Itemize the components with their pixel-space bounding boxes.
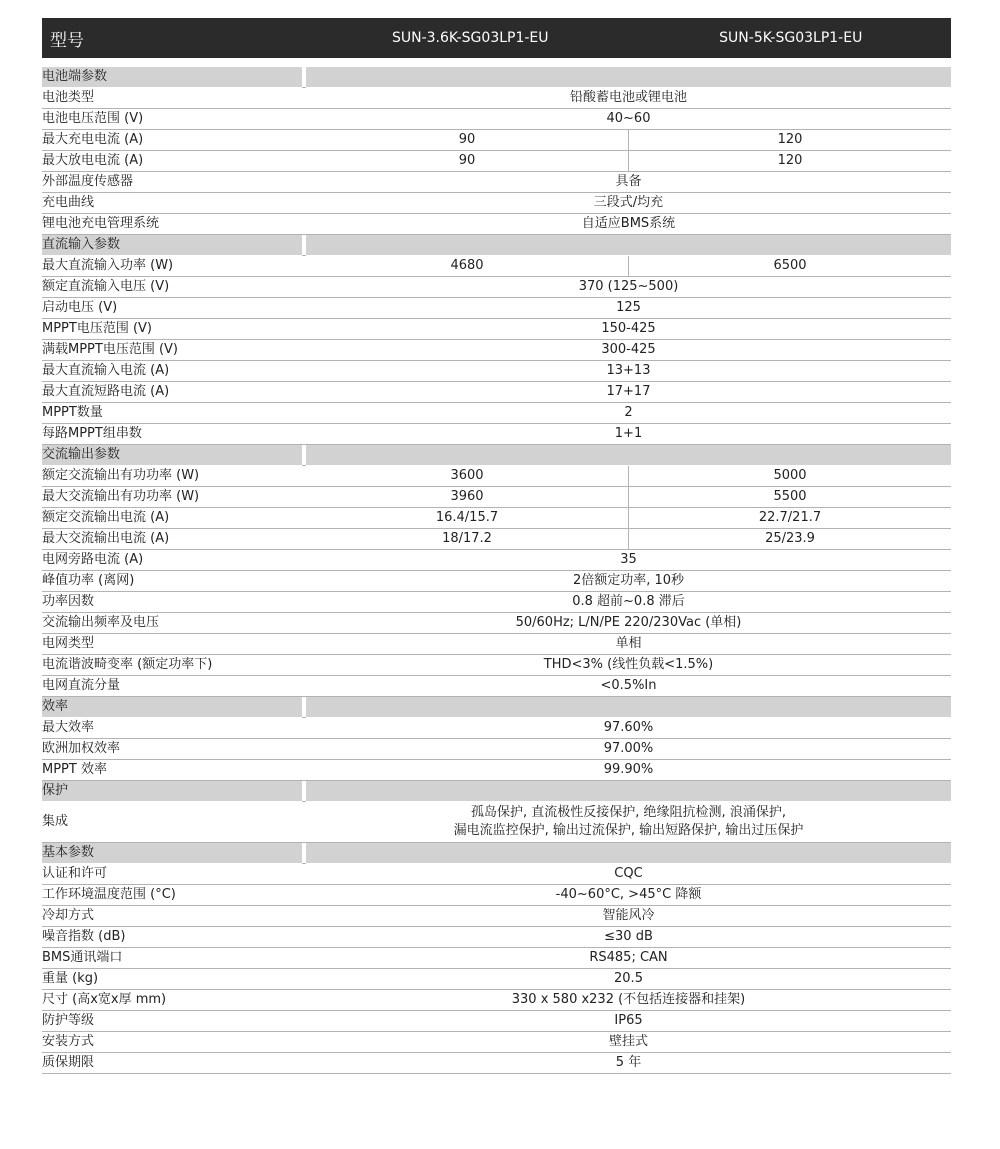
table-header xyxy=(42,18,951,58)
table-row xyxy=(42,1053,951,1074)
header-model-2: SUN-5K-SG03LP1-EU xyxy=(719,30,863,46)
row-value: 99.90% xyxy=(306,760,951,781)
row-label: 认证和许可 xyxy=(42,864,302,885)
section-title: 基本参数 xyxy=(42,843,302,864)
row-value: 330 x 580 x232 (不包括连接器和挂架) xyxy=(306,990,951,1011)
row-value: 150-425 xyxy=(306,319,951,340)
row-value: 2 xyxy=(306,403,951,424)
row-label: 交流输出频率及电压 xyxy=(42,613,302,634)
table-row xyxy=(42,193,951,214)
section-header-row xyxy=(42,235,951,256)
table-row xyxy=(42,990,951,1011)
row-label: 充电曲线 xyxy=(42,193,302,214)
row-value: 125 xyxy=(306,298,951,319)
row-label: 电网直流分量 xyxy=(42,676,302,697)
section-title: 直流输入参数 xyxy=(42,235,302,256)
table-row xyxy=(42,613,951,634)
row-value-model-2: 5000 xyxy=(629,466,952,487)
row-value: 50/60Hz; L/N/PE 220/230Vac (单相) xyxy=(306,613,951,634)
section-bar xyxy=(306,781,951,802)
table-row xyxy=(42,550,951,571)
table-row xyxy=(42,109,951,130)
table-row xyxy=(42,718,951,739)
table-row xyxy=(42,655,951,676)
section-title: 电池端参数 xyxy=(42,67,302,88)
table-row xyxy=(42,802,951,843)
row-label: 最大交流输出有功功率 (W) xyxy=(42,487,302,508)
header-model-1: SUN-3.6K-SG03LP1-EU xyxy=(391,30,549,46)
row-value: -40~60°C, >45°C 降额 xyxy=(306,885,951,906)
header-label: 型号 xyxy=(50,30,84,51)
row-value-model-2: 6500 xyxy=(629,256,952,277)
table-row xyxy=(42,529,951,550)
row-label: 最大交流输出电流 (A) xyxy=(42,529,302,550)
table-row xyxy=(42,151,951,172)
row-value: 20.5 xyxy=(306,969,951,990)
row-value: IP65 xyxy=(306,1011,951,1032)
row-value-model-1: 90 xyxy=(306,130,629,151)
section-bar xyxy=(306,843,951,864)
row-value: 35 xyxy=(306,550,951,571)
row-value: 370 (125~500) xyxy=(306,277,951,298)
row-value: 97.00% xyxy=(306,739,951,760)
row-label: 最大直流输入功率 (W) xyxy=(42,256,302,277)
section-header-row xyxy=(42,843,951,864)
table-row xyxy=(42,298,951,319)
table-row xyxy=(42,277,951,298)
row-value-model-1: 3600 xyxy=(306,466,629,487)
table-row xyxy=(42,424,951,445)
spec-sheet xyxy=(42,18,951,1074)
table-row xyxy=(42,466,951,487)
row-value-model-2: 120 xyxy=(629,130,952,151)
spec-table xyxy=(42,67,951,1074)
table-row xyxy=(42,382,951,403)
table-row xyxy=(42,1032,951,1053)
row-value-model-1: 90 xyxy=(306,151,629,172)
row-value: 17+17 xyxy=(306,382,951,403)
table-row xyxy=(42,739,951,760)
row-label: 最大充电电流 (A) xyxy=(42,130,302,151)
table-row xyxy=(42,508,951,529)
row-value-model-1: 16.4/15.7 xyxy=(306,508,629,529)
row-label: MPPT数量 xyxy=(42,403,302,424)
row-value: 300-425 xyxy=(306,340,951,361)
section-title: 保护 xyxy=(42,781,302,802)
header-spacer xyxy=(42,58,951,67)
table-row xyxy=(42,130,951,151)
row-value: 自适应BMS系统 xyxy=(306,214,951,235)
section-header-row xyxy=(42,697,951,718)
spec-table-body xyxy=(42,67,951,1074)
row-label: MPPT 效率 xyxy=(42,760,302,781)
section-bar xyxy=(306,235,951,256)
row-label: 最大直流短路电流 (A) xyxy=(42,382,302,403)
row-label: 启动电压 (V) xyxy=(42,298,302,319)
row-value: 单相 xyxy=(306,634,951,655)
row-value-model-2: 5500 xyxy=(629,487,952,508)
row-label: 防护等级 xyxy=(42,1011,302,1032)
section-bar xyxy=(306,697,951,718)
table-row xyxy=(42,1011,951,1032)
row-label: 额定直流输入电压 (V) xyxy=(42,277,302,298)
row-label: 噪音指数 (dB) xyxy=(42,927,302,948)
section-header-row xyxy=(42,781,951,802)
row-value: 铅酸蓄电池或锂电池 xyxy=(306,88,951,109)
table-row xyxy=(42,592,951,613)
row-value: 40~60 xyxy=(306,109,951,130)
table-row xyxy=(42,88,951,109)
row-value-model-2: 25/23.9 xyxy=(629,529,952,550)
row-value-model-1: 4680 xyxy=(306,256,629,277)
row-value-model-2: 22.7/21.7 xyxy=(629,508,952,529)
row-value: RS485; CAN xyxy=(306,948,951,969)
row-label: 工作环境温度范围 (°C) xyxy=(42,885,302,906)
row-value: 1+1 xyxy=(306,424,951,445)
row-label: 功率因数 xyxy=(42,592,302,613)
row-value: 97.60% xyxy=(306,718,951,739)
row-value: 5 年 xyxy=(306,1053,951,1074)
table-row xyxy=(42,634,951,655)
row-value: 13+13 xyxy=(306,361,951,382)
row-label: BMS通讯端口 xyxy=(42,948,302,969)
row-label: 最大直流输入电流 (A) xyxy=(42,361,302,382)
section-title: 效率 xyxy=(42,697,302,718)
row-value-model-1: 3960 xyxy=(306,487,629,508)
row-value: 智能风冷 xyxy=(306,906,951,927)
table-row xyxy=(42,948,951,969)
row-value: 2倍额定功率, 10秒 xyxy=(306,571,951,592)
row-label: 冷却方式 xyxy=(42,906,302,927)
row-label: 集成 xyxy=(42,802,302,843)
table-row xyxy=(42,927,951,948)
table-row xyxy=(42,969,951,990)
table-row xyxy=(42,885,951,906)
row-label: 满载MPPT电压范围 (V) xyxy=(42,340,302,361)
table-row xyxy=(42,760,951,781)
row-value: <0.5%In xyxy=(306,676,951,697)
section-header-row xyxy=(42,445,951,466)
section-header-row xyxy=(42,67,951,88)
section-title: 交流输出参数 xyxy=(42,445,302,466)
row-label: 最大效率 xyxy=(42,718,302,739)
row-label: 欧洲加权效率 xyxy=(42,739,302,760)
row-label: 锂电池充电管理系统 xyxy=(42,214,302,235)
table-row xyxy=(42,906,951,927)
table-row xyxy=(42,340,951,361)
table-row xyxy=(42,172,951,193)
table-row xyxy=(42,361,951,382)
table-row xyxy=(42,676,951,697)
row-label: 额定交流输出电流 (A) xyxy=(42,508,302,529)
row-label: MPPT电压范围 (V) xyxy=(42,319,302,340)
row-label: 最大放电电流 (A) xyxy=(42,151,302,172)
value-line: 漏电流监控保护, 输出过流保护, 输出短路保护, 输出过压保护 xyxy=(453,823,804,838)
row-value: THD<3% (线性负载<1.5%) xyxy=(306,655,951,676)
section-bar xyxy=(306,445,951,466)
table-row xyxy=(42,571,951,592)
row-value: CQC xyxy=(306,864,951,885)
row-label: 电网旁路电流 (A) xyxy=(42,550,302,571)
row-label: 尺寸 (高x宽x厚 mm) xyxy=(42,990,302,1011)
row-value-model-1: 18/17.2 xyxy=(306,529,629,550)
row-label: 电池类型 xyxy=(42,88,302,109)
row-value: 具备 xyxy=(306,172,951,193)
table-row xyxy=(42,864,951,885)
row-label: 每路MPPT组串数 xyxy=(42,424,302,445)
table-row xyxy=(42,256,951,277)
row-label: 外部温度传感器 xyxy=(42,172,302,193)
row-label: 质保期限 xyxy=(42,1053,302,1074)
section-bar xyxy=(306,67,951,88)
table-row xyxy=(42,403,951,424)
row-value: 三段式/均充 xyxy=(306,193,951,214)
table-row xyxy=(42,214,951,235)
row-value: 0.8 超前~0.8 滞后 xyxy=(306,592,951,613)
row-value: ≤30 dB xyxy=(306,927,951,948)
row-label: 电流谐波畸变率 (额定功率下) xyxy=(42,655,302,676)
row-label: 电池电压范围 (V) xyxy=(42,109,302,130)
row-label: 额定交流输出有功功率 (W) xyxy=(42,466,302,487)
table-row xyxy=(42,319,951,340)
row-value-model-2: 120 xyxy=(629,151,952,172)
table-row xyxy=(42,487,951,508)
row-value: 壁挂式 xyxy=(306,1032,951,1053)
row-label: 重量 (kg) xyxy=(42,969,302,990)
row-label: 安装方式 xyxy=(42,1032,302,1053)
row-label: 峰值功率 (离网) xyxy=(42,571,302,592)
row-value-multiline xyxy=(306,802,951,843)
value-line: 孤岛保护, 直流极性反接保护, 绝缘阻抗检测, 浪涌保护, xyxy=(471,805,786,820)
row-label: 电网类型 xyxy=(42,634,302,655)
